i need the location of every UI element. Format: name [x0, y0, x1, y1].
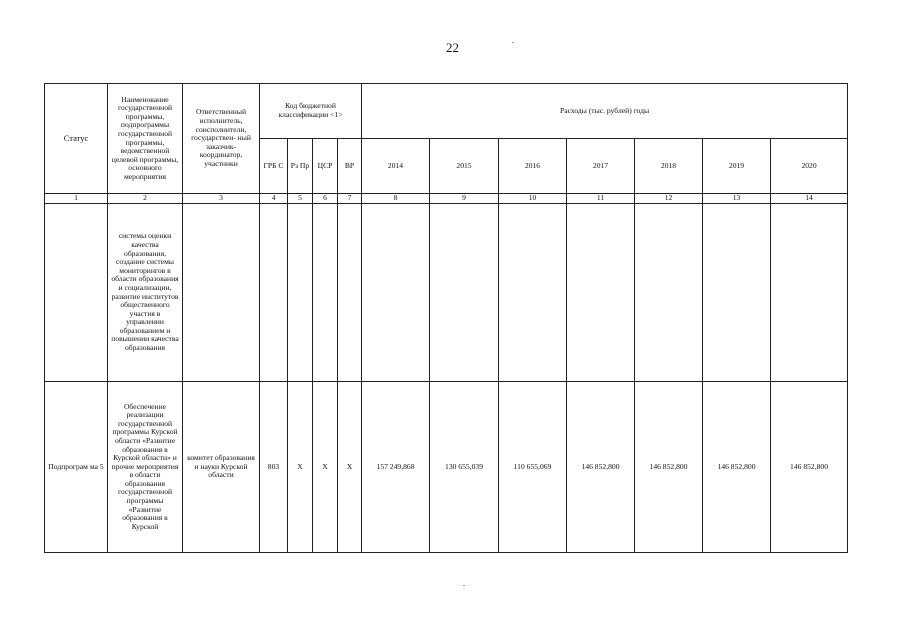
row-responsible: комитет образования и науки Курской области	[183, 382, 260, 553]
column-number: 3	[183, 194, 260, 204]
header-year: 2020	[771, 139, 848, 194]
column-number: 9	[430, 194, 499, 204]
column-number: 10	[499, 194, 567, 204]
column-number: 14	[771, 194, 848, 204]
row-value: 130 655,039	[430, 382, 499, 553]
column-number: 12	[635, 194, 703, 204]
header-csr: ЦСР	[313, 139, 338, 194]
header-responsible: Ответственный исполнитель, соисполнители, государствен- ный заказчик- координатор, участники	[183, 84, 260, 194]
row-value	[567, 204, 635, 382]
column-number: 4	[260, 194, 288, 204]
column-number: 13	[703, 194, 771, 204]
row-status: Подпрограм ма 5	[45, 382, 108, 553]
row-csr	[313, 204, 338, 382]
column-number: 1	[45, 194, 108, 204]
row-value: 157 249,868	[362, 382, 430, 553]
column-number: 8	[362, 194, 430, 204]
header-row	[45, 84, 848, 139]
header-budget-code: Код бюджетной классификации <1>	[260, 84, 362, 139]
row-status	[45, 204, 108, 382]
header-year: 2019	[703, 139, 771, 194]
header-year: 2017	[567, 139, 635, 194]
column-number: 6	[313, 194, 338, 204]
header-year: 2015	[430, 139, 499, 194]
table-row	[45, 382, 848, 553]
header-expenses: Расходы (тыс. рублей) годы	[362, 84, 848, 139]
row-name: системы оценки качества образования, создание системы мониторингов в области образования и социализации, развитие институтов общественного участия в управлении образованием и повышении качества образования	[108, 204, 183, 382]
column-number: 11	[567, 194, 635, 204]
row-value: 110 655,069	[499, 382, 567, 553]
row-value: 146 852,800	[635, 382, 703, 553]
row-responsible	[183, 204, 260, 382]
row-rzpr: Х	[288, 382, 313, 553]
header-name: Наименование государственной программы, подпрограммы государственной программы, ведомственной целевой программы, основного мероприятия	[108, 84, 183, 194]
row-grbs: 803	[260, 382, 288, 553]
table-row	[45, 204, 848, 382]
row-value: 146 852,800	[771, 382, 848, 553]
page-number: 22	[446, 40, 459, 55]
row-value	[362, 204, 430, 382]
row-vr	[338, 204, 362, 382]
row-vr: Х	[338, 382, 362, 553]
header-year: 2016	[499, 139, 567, 194]
row-value: 146 852,800	[703, 382, 771, 553]
row-rzpr	[288, 204, 313, 382]
header-vr: ВР	[338, 139, 362, 194]
scan-speck	[463, 585, 465, 586]
row-value	[635, 204, 703, 382]
row-value	[703, 204, 771, 382]
row-value	[430, 204, 499, 382]
column-number: 7	[338, 194, 362, 204]
header-grbs: ГРБ С	[260, 139, 288, 194]
column-number: 2	[108, 194, 183, 204]
budget-table	[44, 83, 848, 553]
header-rzpr: Рз Пр	[288, 139, 313, 194]
header-year: 2018	[635, 139, 703, 194]
row-name: Обеспечение реализации государственной программы Курской области «Развитие образования в Курской области» и прочие мероприятия в области образования государственной программы «Развитие образования в Курской	[108, 382, 183, 553]
row-grbs	[260, 204, 288, 382]
row-value: 146 852,800	[567, 382, 635, 553]
header-status: Статус	[45, 84, 108, 194]
column-number: 5	[288, 194, 313, 204]
row-csr: Х	[313, 382, 338, 553]
row-value	[499, 204, 567, 382]
column-number-row	[45, 194, 848, 204]
row-value	[771, 204, 848, 382]
header-year: 2014	[362, 139, 430, 194]
scan-speck	[512, 42, 514, 43]
